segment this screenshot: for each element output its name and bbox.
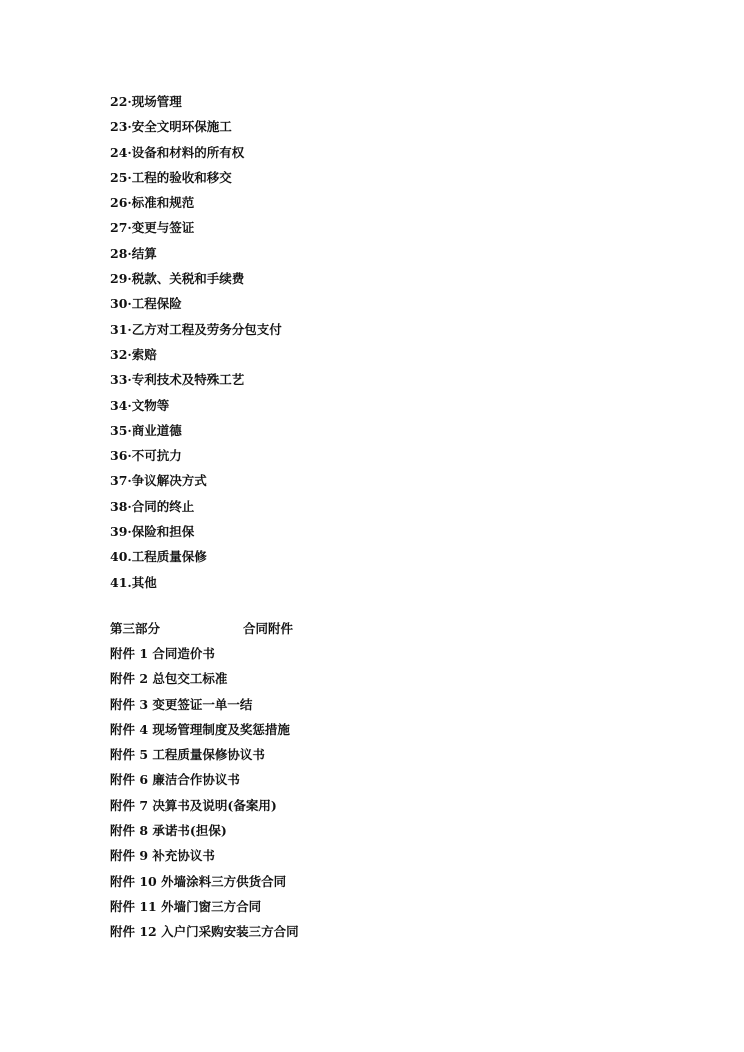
appendix-item: 附件 4 现场管理制度及奖惩措施 — [110, 721, 290, 737]
toc-item: 40.工程质量保修 — [110, 549, 207, 565]
part-number: 第三部分 — [110, 621, 161, 636]
toc-item: 33·专利技术及特殊工艺 — [110, 372, 245, 388]
appendix-item: 附件 10 外墙涂料三方供货合同 — [110, 873, 287, 889]
appendix-item: 附件 3 变更签证一单一结 — [110, 696, 253, 712]
toc-item: 26·标准和规范 — [110, 195, 195, 211]
toc-item: 28·结算 — [110, 245, 157, 261]
appendix-item: 附件 6 廉洁合作协议书 — [110, 772, 240, 788]
appendix-list — [110, 643, 299, 947]
toc-item: 35·商业道德 — [110, 422, 182, 438]
toc-item: 23·安全文明环保施工 — [110, 119, 232, 135]
toc-item: 30·工程保险 — [110, 296, 182, 312]
toc-item: 34·文物等 — [110, 397, 170, 413]
appendix-item: 附件 2 总包交工标准 — [110, 671, 228, 687]
appendix-item: 附件 11 外墙门窗三方合同 — [110, 898, 262, 914]
part-title: 合同附件 — [243, 621, 294, 636]
toc-item: 38·合同的终止 — [110, 498, 195, 514]
toc-item: 22·现场管理 — [110, 94, 182, 109]
appendix-item: 附件 12 入户门采购安装三方合同 — [110, 924, 299, 940]
appendix-item: 附件 8 承诺书(担保) — [110, 823, 227, 839]
toc-item: 29·税款、关税和手续费 — [110, 271, 245, 287]
appendix-item: 附件 5 工程质量保修协议书 — [110, 747, 265, 763]
toc-item: 36·不可抗力 — [110, 448, 182, 464]
appendix-item: 附件 7 决算书及说明(备案用) — [110, 797, 277, 813]
toc-item: 25·工程的验收和移交 — [110, 169, 232, 185]
appendix-item: 附件 1 合同造价书 — [110, 646, 215, 661]
toc-item: 39·保险和担保 — [110, 524, 195, 540]
toc-item: 37·争议解决方式 — [110, 473, 207, 489]
toc-item: 41.其他 — [110, 574, 157, 590]
toc-item: 32·索赔 — [110, 346, 157, 362]
toc-item: 27·变更与签证 — [110, 220, 195, 236]
toc-list — [110, 91, 282, 597]
part-heading — [110, 618, 293, 640]
toc-item: 31·乙方对工程及劳务分包支付 — [110, 321, 282, 337]
toc-item: 24·设备和材料的所有权 — [110, 144, 245, 160]
appendix-item: 附件 9 补充协议书 — [110, 848, 215, 864]
